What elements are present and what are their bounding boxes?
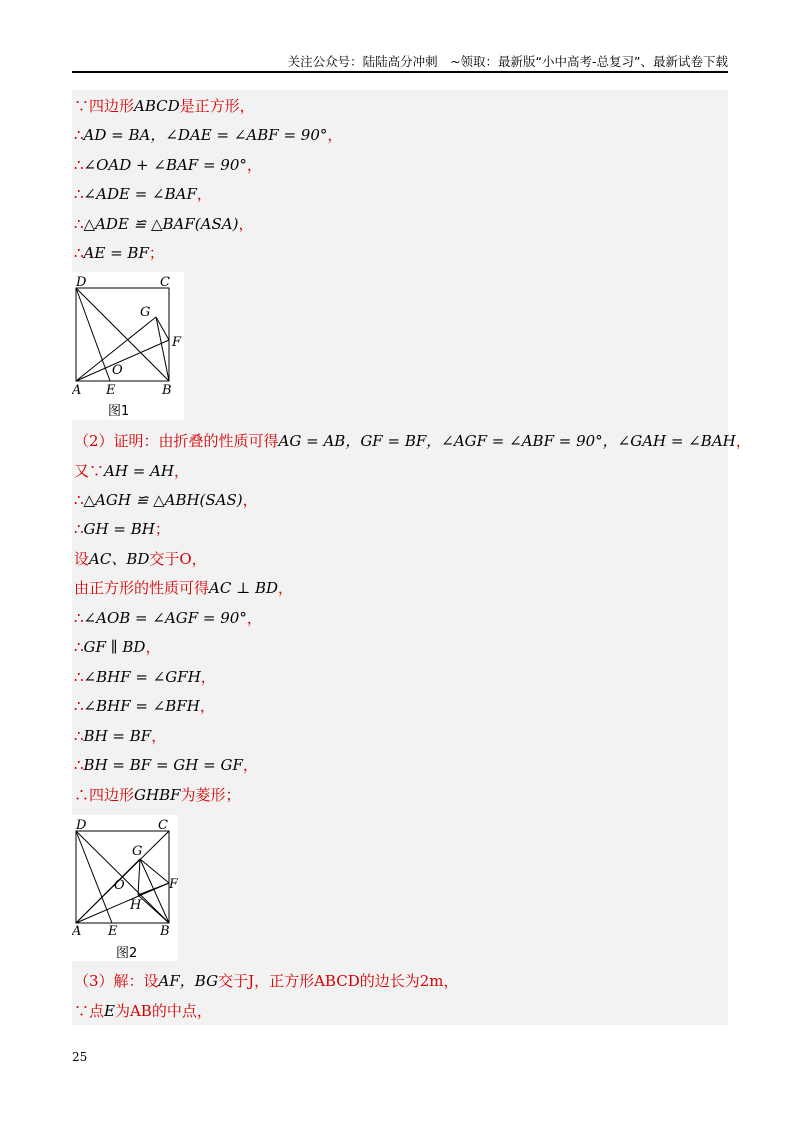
header-rule — [72, 71, 728, 73]
figure-1-caption: 图1 — [108, 404, 130, 419]
segment-de — [76, 831, 112, 923]
proof-line: ∵点E为AB的中点， — [74, 1002, 212, 1020]
proof-line: 设AC、BD交于O， — [74, 550, 207, 568]
figure-1 — [72, 272, 184, 420]
proof-line: 由正方形的性质可得AC ⊥ BD， — [74, 579, 294, 597]
proof-line: ∵四边形ABCD是正方形， — [74, 97, 255, 115]
page-header: 关注公众号：陆陆高分冲刺 ~领取：最新版“小中高考-总复习”、最新试卷下载 — [287, 54, 728, 69]
proof-line: ∴AD = BA，∠DAE = ∠ABF = 90°， — [74, 126, 343, 144]
label-h: H — [130, 898, 142, 913]
proof-line: ∴AE = BF； — [74, 244, 164, 262]
label-f: F — [169, 877, 178, 892]
proof-line: ∴∠BHF = ∠BFH， — [74, 697, 215, 715]
label-b: B — [160, 924, 170, 939]
figure-2 — [72, 815, 178, 961]
proof-line: ∴四边形GHBF为菱形； — [74, 786, 241, 804]
proof-line: ∴GF ∥ BD， — [74, 638, 161, 656]
segment-gb — [140, 859, 169, 923]
label-c: C — [160, 275, 170, 290]
segment-gb — [156, 317, 169, 381]
label-a: A — [72, 383, 82, 398]
proof-line: ∴BH = BF， — [74, 727, 167, 745]
segment-hb — [138, 895, 169, 923]
proof-line: （3）解：设AF，BG交于J，正方形ABCD的边长为2m， — [74, 972, 459, 990]
label-e: E — [106, 383, 116, 398]
label-f: F — [172, 335, 182, 350]
proof-line: ∴△ADE ≌ △BAF(ASA)， — [74, 215, 254, 233]
label-o: O — [112, 363, 123, 378]
proof-line: ∴∠BHF = ∠GFH， — [74, 668, 216, 686]
label-a: A — [72, 924, 82, 939]
figure-2-caption: 图2 — [116, 946, 138, 961]
page-number: 25 — [72, 1050, 88, 1064]
proof-line: ∴BH = BF = GH = GF， — [74, 756, 258, 774]
label-d: D — [76, 818, 87, 833]
label-g: G — [132, 844, 143, 859]
proof-line: （2）证明：由折叠的性质可得AG = AB，GF = BF，∠AGF = ∠ABF = 90°，∠GAH = ∠BAH， — [74, 432, 751, 450]
proof-line: ∴GH = BH； — [74, 520, 170, 538]
proof-line: ∴∠AOB = ∠AGF = 90°， — [74, 609, 262, 627]
segment-gh — [138, 859, 140, 895]
figure-2-diagram — [72, 815, 178, 961]
proof-line: ∴△AGH ≌ △ABH(SAS)， — [74, 491, 258, 509]
label-e: E — [108, 924, 118, 939]
proof-line: ∴∠OAD + ∠BAF = 90°， — [74, 156, 262, 174]
proof-line: ∴∠ADE = ∠BAF， — [74, 185, 212, 203]
label-o: O — [114, 878, 125, 893]
segment-gf — [140, 859, 169, 883]
label-d: D — [76, 275, 87, 290]
label-g: G — [140, 305, 151, 320]
segment-hf — [138, 883, 169, 895]
proof-line: 又∵AH = AH， — [74, 462, 189, 480]
label-c: C — [158, 818, 168, 833]
figure-1-diagram — [72, 272, 184, 420]
label-b: B — [162, 383, 172, 398]
